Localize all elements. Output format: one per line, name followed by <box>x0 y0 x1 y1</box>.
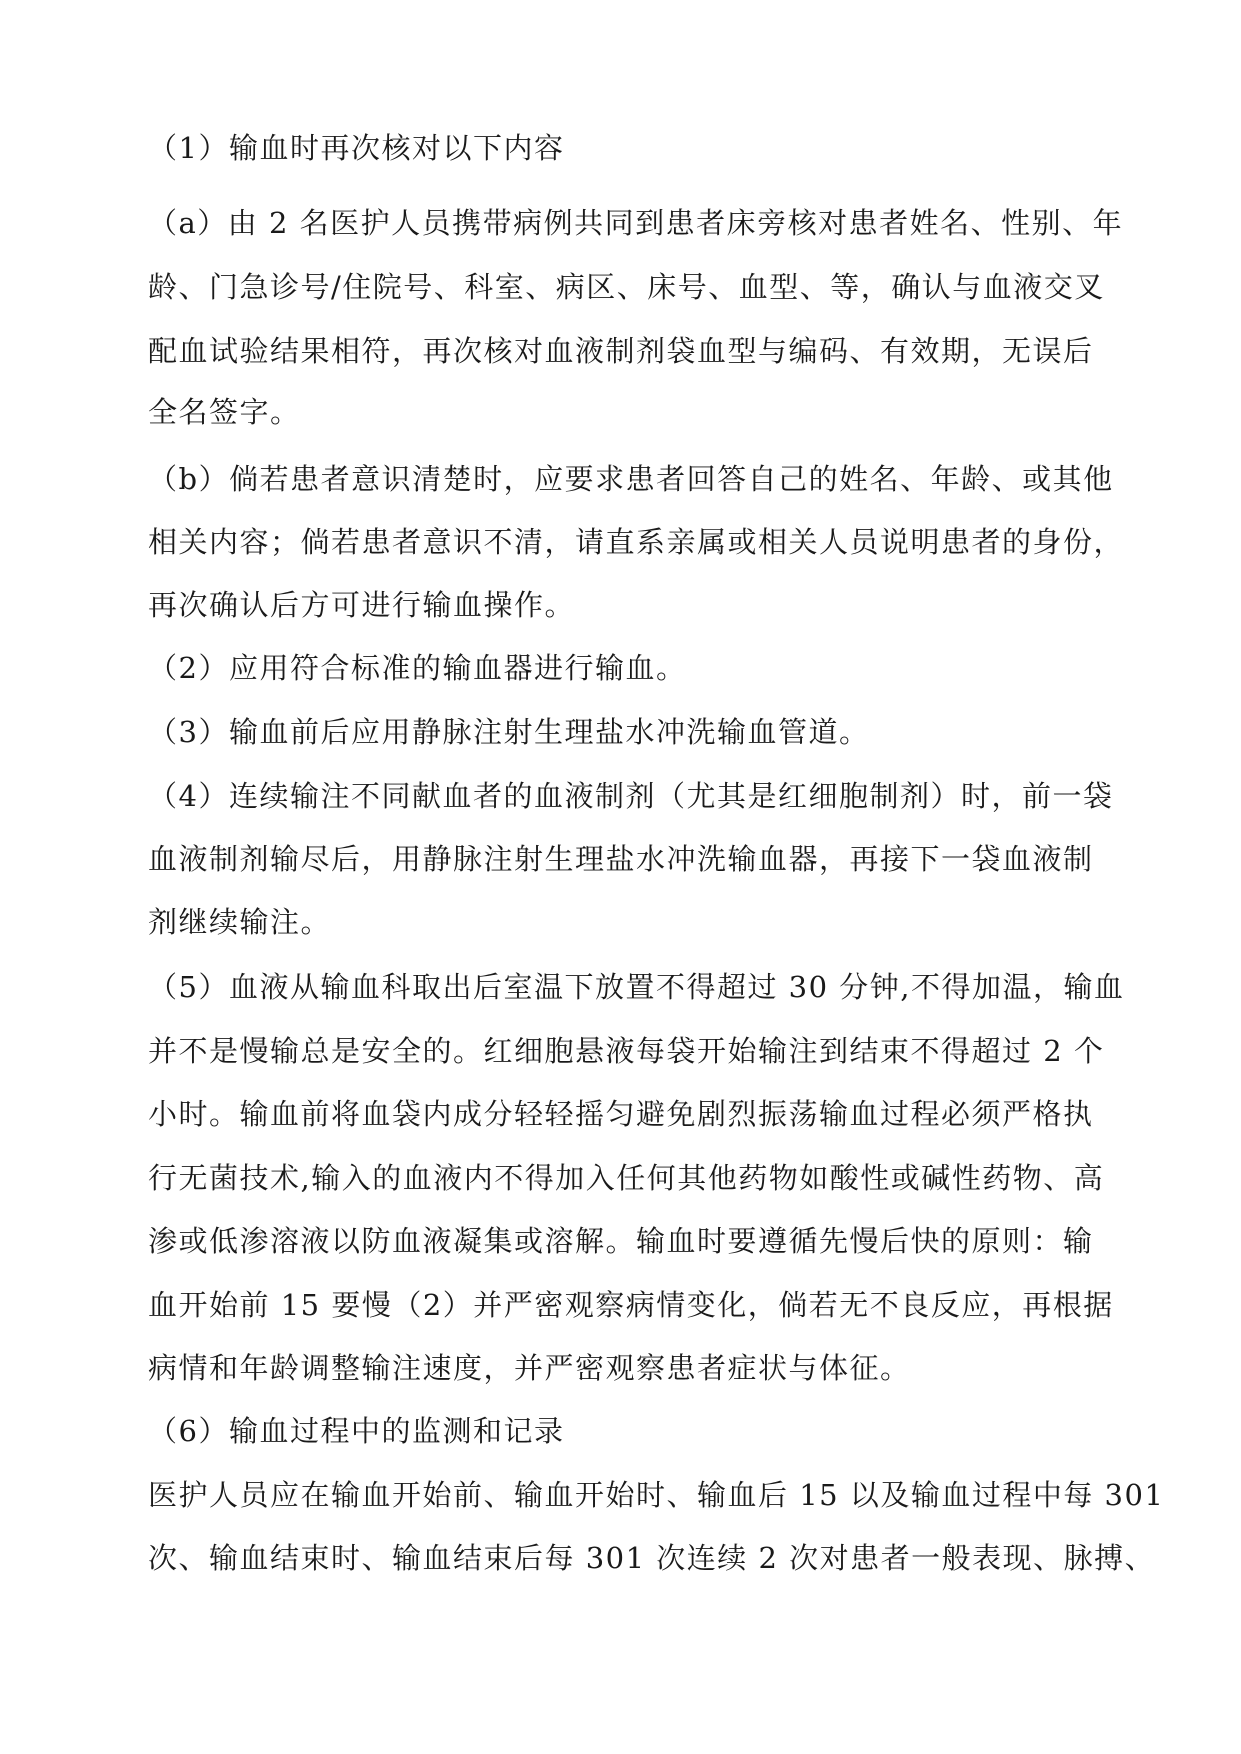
text-line: 病情和年龄调整输注速度，并严密观察患者症状与体征。 <box>148 1351 911 1385</box>
text-line: 小时。输血前将血袋内成分轻轻摇匀避免剧烈振荡输血过程必须严格执 <box>148 1097 1094 1131</box>
text-line: 相关内容；倘若患者意识不清，请直系亲属或相关人员说明患者的身份， <box>148 525 1125 559</box>
text-line: （b）倘若患者意识清楚时，应要求患者回答自己的姓名、年龄、或其他 <box>148 462 1114 496</box>
text-line: 配血试验结果相符，再次核对血液制剂袋血型与编码、有效期，无误后 <box>148 334 1094 368</box>
text-line: 医护人员应在输血开始前、输血开始时、输血后 15 以及输血过程中每 301 <box>148 1478 1165 1512</box>
text-line: 再次确认后方可进行输血操作。 <box>148 588 576 622</box>
text-line: 血液制剂输尽后，用静脉注射生理盐水冲洗输血器，再接下一袋血液制 <box>148 842 1094 876</box>
text-line: 渗或低渗溶液以防血液凝集或溶解。输血时要遵循先慢后快的原则：输 <box>148 1224 1094 1258</box>
text-line: 龄、门急诊号/住院号、科室、病区、床号、血型、等，确认与血液交叉 <box>148 270 1105 304</box>
text-line: （5）血液从输血科取出后室温下放置不得超过 30 分钟,不得加温，输血 <box>148 970 1125 1004</box>
text-line: （1）输血时再次核对以下内容 <box>148 131 565 165</box>
text-line: （6）输血过程中的监测和记录 <box>148 1414 565 1448</box>
text-line: 剂继续输注。 <box>148 905 332 939</box>
text-line: 行无菌技术,输入的血液内不得加入任何其他药物如酸性或碱性药物、高 <box>148 1161 1105 1195</box>
text-line: （4）连续输注不同献血者的血液制剂（尤其是红细胞制剂）时，前一袋 <box>148 779 1114 813</box>
text-line: 血开始前 15 要慢（2）并严密观察病情变化，倘若无不良反应，再根据 <box>148 1288 1114 1322</box>
text-line: （a）由 2 名医护人员携带病例共同到患者床旁核对患者姓名、性别、年 <box>148 206 1124 240</box>
text-line: 次、输血结束时、输血结束后每 301 次连续 2 次对患者一般表现、脉搏、 <box>148 1541 1156 1575</box>
text-line: （3）输血前后应用静脉注射生理盐水冲洗输血管道。 <box>148 715 870 749</box>
text-line: （2）应用符合标准的输血器进行输血。 <box>148 651 687 685</box>
text-line: 全名签字。 <box>148 395 301 429</box>
text-line: 并不是慢输总是安全的。红细胞悬液每袋开始输注到结束不得超过 2 个 <box>148 1034 1105 1068</box>
